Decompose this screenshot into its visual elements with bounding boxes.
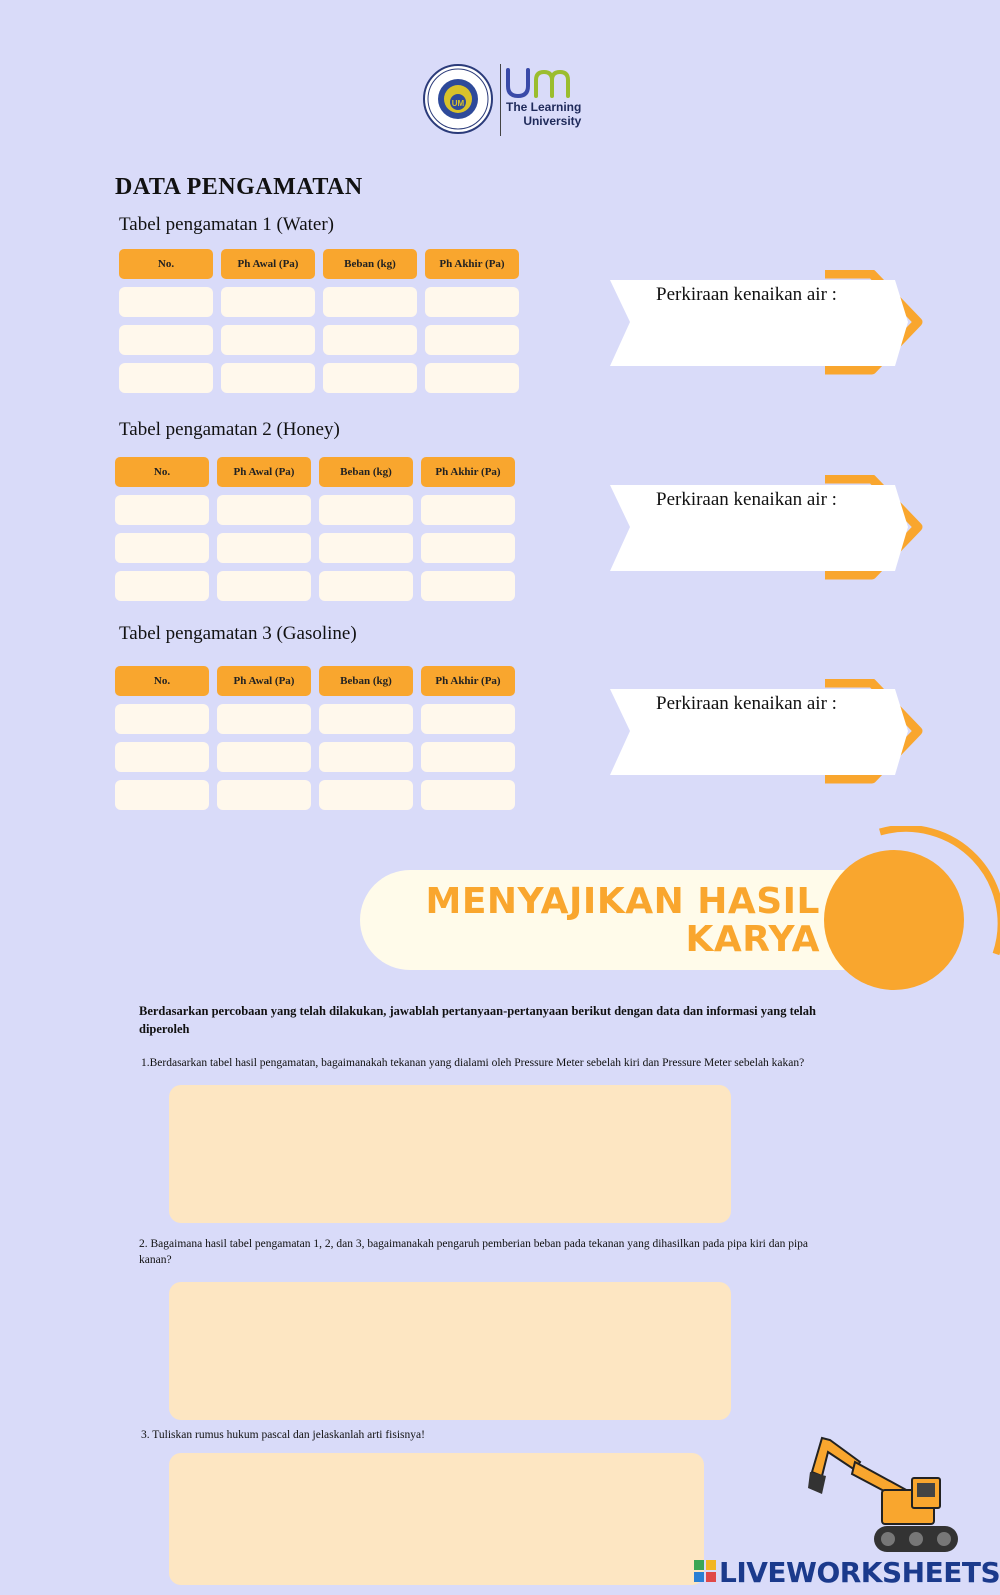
table-1-input-cell[interactable] [221, 325, 315, 355]
estimate-badge-3 [610, 679, 926, 790]
banner-title-line1: MENYAJIKAN HASIL [425, 881, 820, 922]
table-3-input-cell[interactable] [421, 704, 515, 734]
table-1-input-cell[interactable] [221, 287, 315, 317]
table-2-input-cell[interactable] [319, 533, 413, 563]
banner-title-line2: KARYA [685, 919, 820, 960]
liveworksheets-watermark[interactable]: LIVEWORKSHEETS [719, 1556, 1000, 1589]
table-2-input-cell[interactable] [421, 533, 515, 563]
answer-box-3[interactable] [169, 1453, 704, 1585]
table-row [115, 533, 515, 563]
table-2-input-cell[interactable] [217, 571, 311, 601]
table-1-header-ph-awal: Ph Awal (Pa) [221, 249, 315, 279]
university-seal-logo [423, 64, 493, 134]
answer-box-1[interactable] [169, 1085, 731, 1223]
estimate-input-2[interactable] [656, 519, 886, 559]
table-2-input-cell[interactable] [217, 495, 311, 525]
logo-tagline-line2: University [523, 114, 582, 128]
excavator-illustration [800, 1432, 960, 1562]
table-2-header-ph-akhir: Ph Akhir (Pa) [421, 457, 515, 487]
table-3-header-no: No. [115, 666, 209, 696]
svg-text:UM: UM [451, 99, 465, 108]
table-1-input-cell[interactable] [221, 363, 315, 393]
table-2-title: Tabel pengamatan 2 (Honey) [119, 419, 340, 440]
orange-circle [820, 826, 1000, 996]
table-2-input-cell[interactable] [319, 495, 413, 525]
table-3-input-cell[interactable] [115, 742, 209, 772]
table-2 [115, 457, 515, 601]
table-1-header-ph-akhir: Ph Akhir (Pa) [425, 249, 519, 279]
estimate-label-1: Perkiraan kenaikan air : [656, 284, 837, 305]
table-1-input-cell[interactable] [323, 363, 417, 393]
table-2-input-cell[interactable] [319, 571, 413, 601]
table-row [119, 325, 519, 355]
table-row [115, 571, 515, 601]
logo-tagline [506, 100, 581, 128]
table-1-input-cell[interactable] [425, 363, 519, 393]
table-1-input-cell[interactable] [119, 287, 213, 317]
table-row [115, 704, 515, 734]
answer-box-2[interactable] [169, 1282, 731, 1420]
table-2-input-cell[interactable] [421, 495, 515, 525]
table-3-input-cell[interactable] [217, 780, 311, 810]
table-3-input-cell[interactable] [115, 704, 209, 734]
estimate-badge-2 [610, 475, 926, 586]
table-1-input-cell[interactable] [119, 325, 213, 355]
table-3-input-cell[interactable] [115, 780, 209, 810]
table-1 [119, 249, 519, 393]
table-2-input-cell[interactable] [115, 533, 209, 563]
table-1-input-cell[interactable] [425, 287, 519, 317]
table-row [119, 363, 519, 393]
estimate-input-1[interactable] [656, 314, 886, 354]
liveworksheets-badge-icon [694, 1560, 716, 1587]
table-1-header-no: No. [119, 249, 213, 279]
table-row [115, 780, 515, 810]
estimate-badge-1 [610, 270, 926, 381]
table-3-input-cell[interactable] [217, 742, 311, 772]
table-row [115, 742, 515, 772]
table-2-input-cell[interactable] [115, 495, 209, 525]
logo-divider [500, 64, 501, 136]
table-2-input-cell[interactable] [115, 571, 209, 601]
table-3-input-cell[interactable] [217, 704, 311, 734]
table-3-input-cell[interactable] [319, 742, 413, 772]
table-3-input-cell[interactable] [319, 704, 413, 734]
section-title: DATA PENGAMATAN [115, 174, 363, 200]
table-3-header-beban: Beban (kg) [319, 666, 413, 696]
banner-title [380, 883, 820, 959]
table-1-input-cell[interactable] [323, 325, 417, 355]
logo-tagline-line1: The Learning [506, 100, 582, 114]
question-1: 1.Berdasarkan tabel hasil pengamatan, bagaimanakah tekanan yang dialami oleh Pressure Meter sebelah kiri dan Pressure Meter sebelah kakan? [141, 1057, 805, 1069]
table-3-header-ph-awal: Ph Awal (Pa) [217, 666, 311, 696]
question-3: 3. Tuliskan rumus hukum pascal dan jelaskanlah arti fisisnya! [141, 1429, 425, 1441]
table-3-input-cell[interactable] [319, 780, 413, 810]
table-1-input-cell[interactable] [119, 363, 213, 393]
estimate-input-3[interactable] [656, 723, 886, 763]
table-row [119, 287, 519, 317]
table-1-input-cell[interactable] [323, 287, 417, 317]
estimate-label-3: Perkiraan kenaikan air : [656, 693, 837, 714]
table-3-title: Tabel pengamatan 3 (Gasoline) [119, 623, 357, 644]
table-1-title: Tabel pengamatan 1 (Water) [119, 214, 335, 235]
table-3 [115, 666, 515, 810]
table-3-header-ph-akhir: Ph Akhir (Pa) [421, 666, 515, 696]
table-2-input-cell[interactable] [217, 533, 311, 563]
table-2-header-beban: Beban (kg) [319, 457, 413, 487]
estimate-label-2: Perkiraan kenaikan air : [656, 489, 837, 510]
table-2-header-ph-awal: Ph Awal (Pa) [217, 457, 311, 487]
table-1-header-beban: Beban (kg) [323, 249, 417, 279]
table-2-header-no: No. [115, 457, 209, 487]
table-3-input-cell[interactable] [421, 742, 515, 772]
table-3-input-cell[interactable] [421, 780, 515, 810]
instruction-text: Berdasarkan percobaan yang telah dilakukan, jawablah pertanyaan-pertanyaan berikut dengan data dan informasi yang telah diperoleh [139, 1004, 816, 1036]
table-row [115, 495, 515, 525]
table-2-input-cell[interactable] [421, 571, 515, 601]
table-1-input-cell[interactable] [425, 325, 519, 355]
question-2: 2. Bagaimana hasil tabel pengamatan 1, 2, dan 3, bagaimanakah pengaruh pemberian beban pada tekanan yang dihasilkan pada pipa kiri dan pipa kanan? [139, 1238, 808, 1266]
